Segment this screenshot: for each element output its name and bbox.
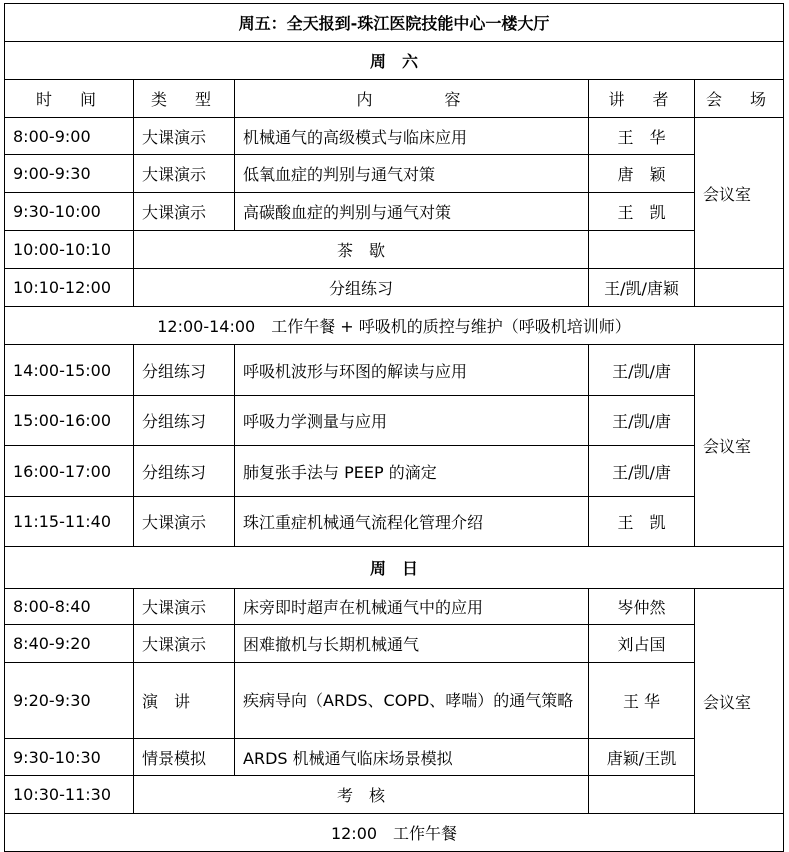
header-content: 内 容 (235, 80, 589, 118)
content-cell: 疾病导向（ARDS、COPD、哮喘）的通气策略 (235, 663, 589, 739)
content-cell: ARDS 机械通气临床场景模拟 (235, 739, 589, 776)
speaker-cell: 唐 颖 (589, 155, 695, 193)
type-cell: 演 讲 (134, 663, 235, 739)
speaker-cell: 王/凯/唐颖 (589, 269, 695, 307)
table-row (5, 118, 784, 155)
type-cell: 大课演示 (134, 193, 235, 231)
table-row (5, 589, 784, 625)
speaker-cell: 王 凯 (589, 497, 695, 547)
time-cell: 10:10-12:00 (5, 269, 134, 307)
lunch-row (5, 814, 784, 852)
type-cell: 大课演示 (134, 497, 235, 547)
table-row (5, 155, 784, 193)
table-row (5, 446, 784, 497)
header-venue: 会 场 (695, 80, 784, 118)
saturday-title-row (5, 42, 784, 80)
time-cell: 11:15-11:40 (5, 497, 134, 547)
content-cell: 肺复张手法与 PEEP 的滴定 (235, 446, 589, 497)
empty-cell (695, 269, 784, 307)
venue-cell: 会议室 (695, 118, 784, 269)
type-cell: 分组练习 (134, 345, 235, 396)
speaker-cell: 王 华 (589, 118, 695, 155)
type-cell: 分组练习 (134, 396, 235, 446)
saturday-lunch: 12:00-14:00 工作午餐 + 呼吸机的质控与维护（呼吸机培训师） (5, 307, 784, 345)
sunday-lunch: 12:00 工作午餐 (5, 814, 784, 852)
header-row (5, 80, 784, 118)
time-cell: 9:20-9:30 (5, 663, 134, 739)
venue-cell: 会议室 (695, 589, 784, 814)
content-cell: 困难撤机与长期机械通气 (235, 625, 589, 663)
empty-cell (589, 776, 695, 814)
table-row (5, 193, 784, 231)
header-type: 类 型 (134, 80, 235, 118)
content-cell: 呼吸机波形与环图的解读与应用 (235, 345, 589, 396)
speaker-cell: 唐颖/王凯 (589, 739, 695, 776)
schedule-table (4, 3, 784, 852)
content-cell: 分组练习 (134, 269, 589, 307)
time-cell: 14:00-15:00 (5, 345, 134, 396)
table-row (5, 345, 784, 396)
time-cell: 9:00-9:30 (5, 155, 134, 193)
header-time: 时 间 (5, 80, 134, 118)
content-cell: 低氧血症的判别与通气对策 (235, 155, 589, 193)
type-cell: 大课演示 (134, 625, 235, 663)
time-cell: 9:30-10:00 (5, 193, 134, 231)
sunday-title-row (5, 547, 784, 589)
type-cell: 情景模拟 (134, 739, 235, 776)
speaker-cell: 王/凯/唐 (589, 446, 695, 497)
time-cell: 8:40-9:20 (5, 625, 134, 663)
speaker-cell: 王/凯/唐 (589, 396, 695, 446)
speaker-cell: 岑仲然 (589, 589, 695, 625)
time-cell: 10:00-10:10 (5, 231, 134, 269)
speaker-cell: 王 凯 (589, 193, 695, 231)
table-row (5, 231, 784, 269)
table-row (5, 739, 784, 776)
table-row (5, 497, 784, 547)
type-cell: 大课演示 (134, 589, 235, 625)
friday-note: 周五：全天报到-珠江医院技能中心一楼大厅 (5, 4, 784, 42)
time-cell: 9:30-10:30 (5, 739, 134, 776)
lunch-row (5, 307, 784, 345)
time-cell: 10:30-11:30 (5, 776, 134, 814)
table-row (5, 663, 784, 739)
speaker-cell: 王 华 (589, 663, 695, 739)
content-cell: 高碳酸血症的判别与通气对策 (235, 193, 589, 231)
time-cell: 8:00-8:40 (5, 589, 134, 625)
empty-cell (589, 231, 695, 269)
saturday-title: 周 六 (5, 42, 784, 80)
content-cell: 珠江重症机械通气流程化管理介绍 (235, 497, 589, 547)
sunday-title: 周 日 (5, 547, 784, 589)
speaker-cell: 刘占国 (589, 625, 695, 663)
table-row (5, 625, 784, 663)
header-speaker: 讲 者 (589, 80, 695, 118)
content-cell: 机械通气的高级模式与临床应用 (235, 118, 589, 155)
type-cell: 分组练习 (134, 446, 235, 497)
venue-cell: 会议室 (695, 345, 784, 547)
content-cell: 床旁即时超声在机械通气中的应用 (235, 589, 589, 625)
exam-cell: 考 核 (134, 776, 589, 814)
time-cell: 16:00-17:00 (5, 446, 134, 497)
friday-row (5, 4, 784, 42)
time-cell: 15:00-16:00 (5, 396, 134, 446)
type-cell: 大课演示 (134, 118, 235, 155)
table-row (5, 776, 784, 814)
break-cell: 茶 歇 (134, 231, 589, 269)
type-cell: 大课演示 (134, 155, 235, 193)
content-cell: 呼吸力学测量与应用 (235, 396, 589, 446)
time-cell: 8:00-9:00 (5, 118, 134, 155)
table-row (5, 396, 784, 446)
table-row (5, 269, 784, 307)
speaker-cell: 王/凯/唐 (589, 345, 695, 396)
